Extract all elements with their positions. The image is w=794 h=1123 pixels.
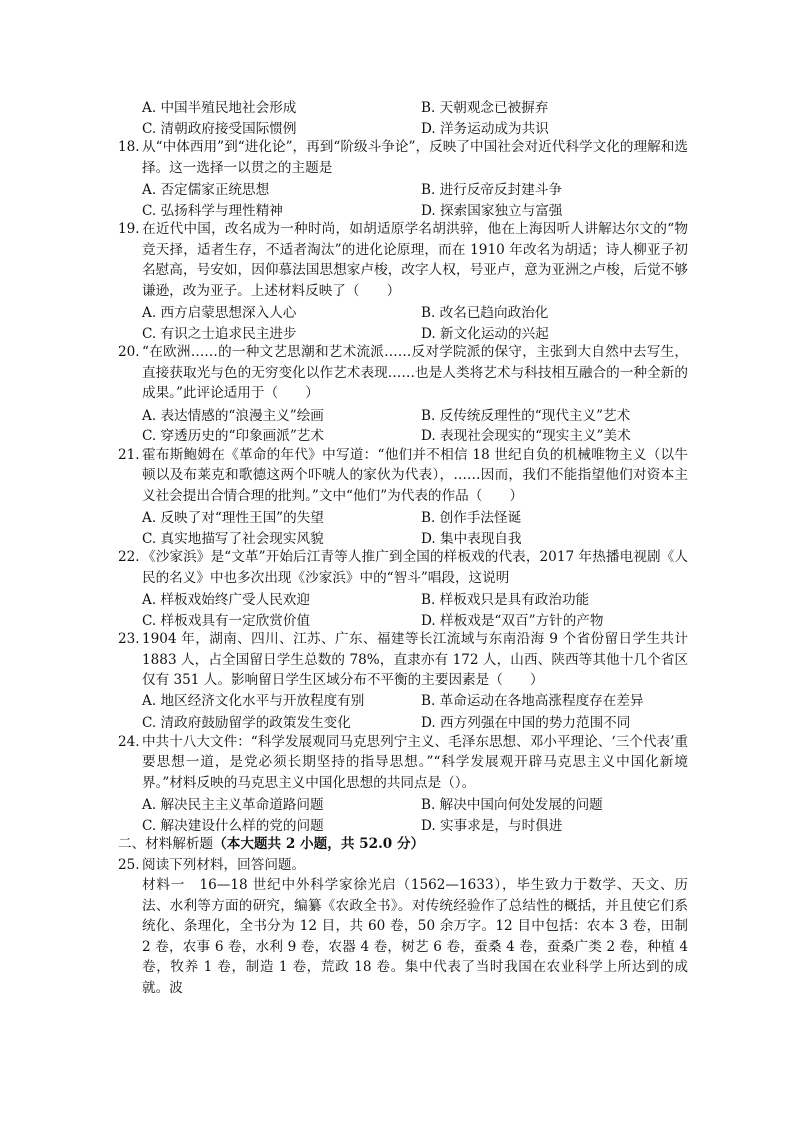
q17-option-b[interactable]: B. 天朝观念已被摒弃: [421, 100, 549, 117]
q24-option-d[interactable]: D. 实事求是，与时俱进: [421, 817, 563, 834]
question-22: [118, 547, 688, 588]
question-23: [118, 629, 688, 691]
q17-option-c[interactable]: C. 清朝政府接受国际惯例: [142, 120, 297, 137]
q17-option-d[interactable]: D. 洋务运动成为共识: [421, 120, 549, 137]
q19-options-row2: [118, 322, 688, 343]
q18-options-row1: [118, 178, 688, 199]
q18-option-d[interactable]: D. 探索国家独立与富强: [421, 202, 563, 219]
q22-options-row1: [118, 588, 688, 609]
question-stem: “在欧洲……的一种文艺思潮和艺术流派……反对学院派的保守，主张到大自然中去写生，直接获取光与色的无穷变化以作艺术表现……也是人类将艺术与科技相互融合的一种全新的成果。”此评论适用于（ ）: [142, 344, 688, 401]
q21-option-d[interactable]: D. 集中表现自我: [421, 530, 522, 547]
q20-option-a[interactable]: A. 表达情感的“浪漫主义”绘画: [142, 407, 324, 424]
material-1: 材料一 16—18 世纪中外科学家徐光启（1562—1633），毕生致力于数学、天文、历法、水利等方面的研究，编纂《农政全书》。对传统经验作了总结性的概括，并且使它们系统化、条理化，全书分为 12 目，共 60 卷，50 余万字。12 目中包括：农本 3 卷，田制 2 卷，农事 6 卷，水利 9 卷，农器 4 卷，树艺 6 卷，蚕桑 4 卷，蚕桑广类 2 卷，种植 4 卷，牧养 1 卷，制造 1 卷，荒政 18 卷。集中代表了当时我国在农业科学上所达到的成就。波: [142, 877, 688, 996]
question-18: [118, 137, 688, 178]
q24-option-a[interactable]: A. 解决民主主义革命道路问题: [142, 797, 324, 814]
q22-option-c[interactable]: C. 样板戏具有一定欣赏价值: [142, 612, 311, 629]
q20-option-d[interactable]: D. 表现社会现实的“现实主义”美术: [421, 428, 631, 445]
q24-options-row1: [118, 793, 688, 814]
q17-options-row2: [118, 117, 688, 138]
q19-option-b[interactable]: B. 改名已趋向政治化: [421, 305, 549, 322]
question-number: 19.: [118, 221, 140, 237]
question-stem: 霍布斯鲍姆在《革命的年代》中写道：“他们并不相信 18 世纪自负的机械唯物主义（以牛顿以及布莱克和歌德这两个吓唬人的家伙为代表），……因而，我们不能指望他们对资本主义社会提出合情合理的批判。”文中“他们”为代表的作品（ ）: [142, 446, 688, 504]
q22-option-a[interactable]: A. 样板戏始终广受人民欢迎: [142, 592, 310, 609]
q18-option-a[interactable]: A. 否定儒家正统思想: [142, 182, 270, 199]
q23-options-row1: [118, 691, 688, 712]
q20-option-c[interactable]: C. 穿透历史的“印象画派”艺术: [142, 428, 324, 445]
question-25: [118, 855, 688, 876]
q19-options-row1: [118, 301, 688, 322]
q18-options-row2: [118, 199, 688, 220]
q23-options-row2: [118, 711, 688, 732]
q19-option-d[interactable]: D. 新文化运动的兴起: [421, 325, 549, 342]
q21-options-row2: [118, 527, 688, 548]
question-stem: 《沙家浜》是“文革”开始后江青等人推广到全国的样板戏的代表，2017 年热播电视剧《人民的名义》中也多次出现《沙家浜》中的“智斗”唱段，这说明: [142, 549, 688, 586]
question-number: 21.: [118, 446, 140, 463]
question-number: 18.: [118, 139, 140, 155]
question-number: 23.: [118, 631, 140, 647]
q21-option-a[interactable]: A. 反映了对“理性王国”的失望: [142, 510, 324, 527]
question-stem: 从“中体西用”到“进化论”，再到“阶级斗争论”，反映了中国社会对近代科学文化的理解和选择。这一选择一以贯之的主题是: [142, 139, 688, 176]
q18-option-b[interactable]: B. 进行反帝反封建斗争: [421, 182, 562, 199]
q17-options-row1: [118, 96, 688, 117]
q19-option-c[interactable]: C. 有识之士追求民主进步: [142, 325, 297, 342]
q23-option-d[interactable]: D. 西方列强在中国的势力范围不同: [421, 715, 631, 732]
q23-option-a[interactable]: A. 地区经济文化水平与开放程度有别: [142, 692, 365, 709]
q19-option-a[interactable]: A. 西方启蒙思想深入人心: [142, 305, 297, 322]
q22-option-b[interactable]: B. 样板戏只是具有政治功能: [421, 592, 590, 609]
question-number: 20.: [118, 344, 140, 360]
question-stem: 在近代中国，改名成为一种时尚，如胡适原学名胡洪骍，他在上海因听人讲解达尔文的“物竞天择，适者生存，不适者淘汰”的进化论原理，而在 1910 年改名为胡适；诗人柳亚子初名慰高，号安如，因仰慕法国思想家卢梭，改字人权，号亚卢，意为亚洲之卢梭，后觉不够谦逊，改为亚子。上述材料反映了（ ）: [142, 221, 688, 299]
section-heading: [118, 834, 688, 855]
question-number: 25.: [118, 856, 140, 873]
q21-option-c[interactable]: C. 真实地描写了社会现实风貌: [142, 530, 324, 547]
question-21: [118, 445, 688, 507]
question-24: [118, 732, 688, 794]
question-19: [118, 219, 688, 301]
q21-option-b[interactable]: B. 创作手法怪诞: [421, 510, 522, 527]
q23-option-b[interactable]: B. 革命运动在各地高涨程度存在差异: [421, 692, 644, 709]
q20-option-b[interactable]: B. 反传统反理性的“现代主义”艺术: [421, 407, 631, 424]
exam-page: [118, 96, 688, 998]
q22-options-row2: [118, 609, 688, 630]
q24-options-row2: [118, 814, 688, 835]
question-number: 24.: [118, 733, 140, 750]
question-number: 22.: [118, 549, 140, 565]
q24-option-c[interactable]: C. 解决建设什么样的党的问题: [142, 817, 324, 834]
q17-option-a[interactable]: A. 中国半殖民地社会形成: [142, 100, 297, 117]
q24-option-b[interactable]: B. 解决中国向何处发展的问题: [421, 797, 603, 814]
q20-options-row1: [118, 404, 688, 425]
q22-option-d[interactable]: D. 样板戏是“双百”方针的产物: [421, 612, 604, 629]
q20-options-row2: [118, 424, 688, 445]
question-prompt: 阅读下列材料，回答问题。: [142, 856, 306, 873]
q18-option-c[interactable]: C. 弘扬科学与理性精神: [142, 202, 283, 219]
q23-option-c[interactable]: C. 清政府鼓励留学的政策发生变化: [142, 715, 351, 732]
q21-options-row1: [118, 506, 688, 527]
section-title-detail: （本大题共 2 小题，共 52.0 分）: [213, 836, 425, 852]
question-20: [118, 342, 688, 404]
question-stem: 中共十八大文件：“科学发展观同马克思列宁主义、毛泽东思想、邓小平理论、‘三个代表’重要思想一道，是党必须长期坚持的指导思想。”“科学发展观开辟马克思主义中国化新境界。”材料反映的马克思主义中国化思想的共同点是（）。: [142, 733, 688, 791]
question-stem: 1904 年，湖南、四川、江苏、广东、福建等长江流域与东南沿海 9 个省份留日学生共计 1883 人，占全国留日学生总数的 78%，直隶亦有 172 人，山西、陕西等其他十几个省区仅有 351 人。影响留日学生区域分布不平衡的主要因素是（ ）: [142, 631, 688, 688]
section-title: 二、材料解析题: [118, 836, 214, 852]
